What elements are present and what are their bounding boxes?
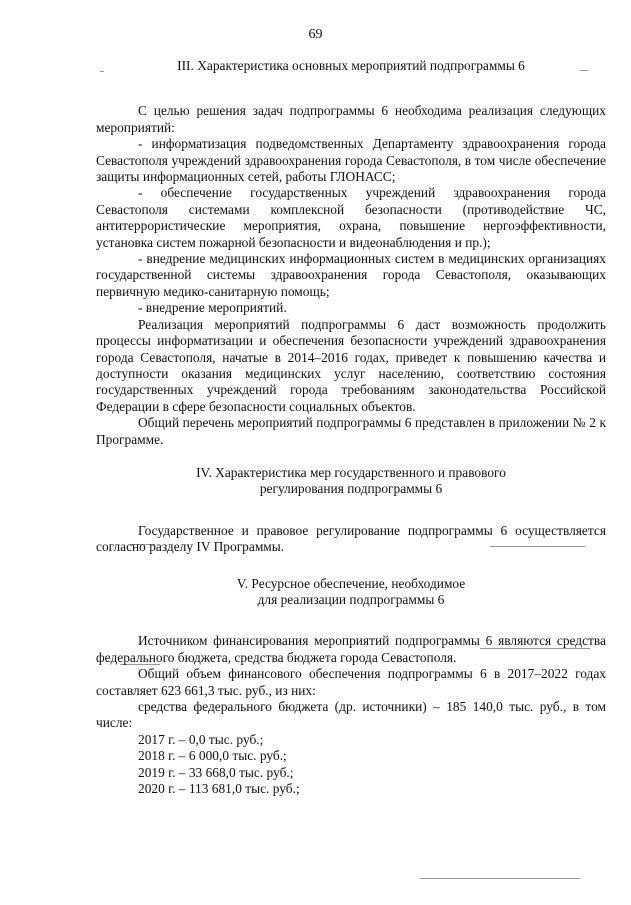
section-4-title-line: IV. Характеристика мер государственного и правового [196, 464, 506, 480]
section-4-title-line: регулирования подпрограммы 6 [259, 481, 443, 497]
section-3-item: - информатизация подведомственных Департаменту здравоохранения города Севастополя учреждений здравоохранения города Севастополя, в том числе обеспечение защиты информационных сетей, работы ГЛОНАСС; [96, 136, 606, 185]
section-5-title-line: для реализации подпрограммы 6 [257, 591, 445, 607]
year-line: 2020 г. – 113 681,0 тыс. руб.; [138, 781, 300, 797]
year-line: 2019 г. – 33 668,0 тыс. руб.; [138, 764, 294, 780]
section-3-paragraph: Реализация мероприятий подпрограммы 6 даст возможность продолжить процессы информатизации и обеспечения безопасности учреждений здравоохранения города Севастополя, начатые в 2014–2016 годах, приведет к повышению качества и доступности оказания медицинских услуг населению, соответствию состояния государственных учреждений города требованиям законодательства Российской Федерации в сфере безопасности социальных объектов. [96, 316, 606, 414]
section-5-paragraph: средства федерального бюджета (др. источники) – 185 140,0 тыс. руб., в том числе: [96, 699, 606, 731]
section-5-title-line: V. Ресурсное обеспечение, необходимое [236, 575, 466, 591]
scan-speck [420, 878, 580, 879]
section-4-paragraph: Государственное и правовое регулирование подпрограммы 6 осуществляется согласно разделу IV Программы. [96, 522, 606, 555]
section-3-item: - внедрение медицинских информационных систем в медицинских организациях государственной системы здравоохранения города Севастополя, оказывающих первичную медико-санитарную помощь; [96, 251, 606, 299]
section-3-item: - внедрение мероприятий. [138, 300, 287, 316]
section-3-item: - обеспечение государственных учреждений здравоохранения города Севастополя системами комплексной безопасности (противодействие ЧС, антитеррористические мероприятия, охрана, повышение нергоэффективности, установка систем пожарной безопасности и видеонаблюдения и пр.); [96, 185, 606, 250]
document-body [96, 53, 606, 797]
section-5-paragraph: Источником финансирования мероприятий подпрограммы 6 являются средства федерального бюджета, средства бюджета города Севастополя. [96, 633, 606, 665]
section-4-title [96, 465, 606, 498]
year-line: 2017 г. – 0,0 тыс. руб.; [138, 731, 264, 747]
section-5-paragraph: Общий объем финансового обеспечения подпрограммы 6 в 2017–2022 годах составляет 623 661,3 тыс. руб., из них: [96, 666, 606, 698]
section-3-paragraph: Общий перечень мероприятий подпрограммы 6 представлен в приложении № 2 к Программе. [96, 415, 606, 447]
section-3-intro: С целью решения задач подпрограммы 6 необходима реализация следующих мероприятий: [96, 103, 606, 135]
year-line: 2018 г. – 6 000,0 тыс. руб.; [138, 748, 287, 764]
page-number: 69 [308, 27, 323, 42]
section-3-title: III. Характеристика основных мероприятий подпрограммы 6 [177, 58, 525, 73]
section-5-title [96, 576, 606, 609]
